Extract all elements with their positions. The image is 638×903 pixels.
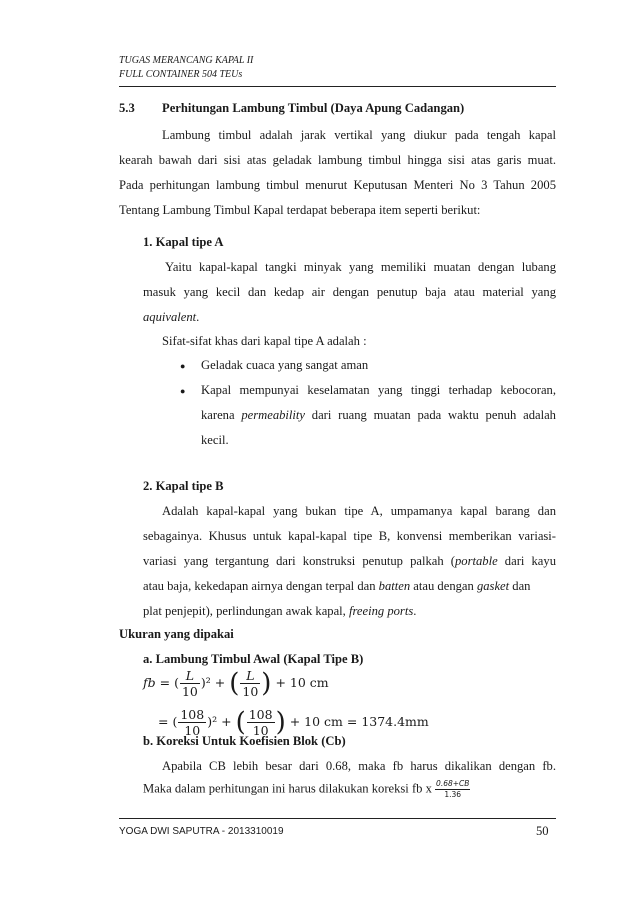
header-rule — [119, 86, 556, 87]
term-freeing-ports: freeing ports — [348, 604, 414, 618]
freeboard-calculation: = ( $\frac{108}{10}$ )² + ( $\frac{108}{10}$ ) + 10 cm = 1374.4mm — [158, 707, 429, 738]
type-a-traits-intro: Sifat-sifat khas dari kapal tipe A adalah : — [162, 334, 367, 348]
type-b-line: plat penjepit), perlindungan awak kapal, freeing ports. — [143, 604, 417, 618]
type-a-bullet: Geladak cuaca yang sangat aman — [201, 358, 369, 372]
type-b-line: atau baja, kekedapan airnya dengan terpal dan batten atau dengan gasket dan — [143, 579, 531, 593]
page-number: 50 — [536, 824, 549, 838]
term-batten: batten — [378, 579, 411, 593]
running-header-project: FULL CONTAINER 504 TEUs — [119, 69, 243, 80]
footer-rule — [119, 818, 556, 819]
fraction: $\frac{108}{10}$ — [248, 707, 273, 738]
term-portable: portable — [454, 554, 498, 568]
bullet-icon: ● — [180, 386, 186, 396]
section-title: Perhitungan Lambung Timbul (Daya Apung Cadangan) — [162, 101, 465, 115]
bullet-icon: ● — [180, 361, 186, 371]
type-a-bullet-cont: karena permeability dari ruang muatan pada waktu penuh adalah — [201, 408, 556, 422]
correction-fraction: $\frac{0.68+CB}{1.36}$ — [436, 779, 470, 799]
type-b-line: sebagainya. Khusus untuk kapal-kapal tipe B, konvensi memberikan variasi- — [143, 529, 556, 543]
fraction: $\frac{108}{10}$ — [180, 707, 205, 738]
type-b-heading: 2. Kapal tipe B — [143, 479, 224, 493]
term-aquivalent: aquivalent — [143, 310, 197, 324]
paragraph-line: Pada perhitungan lambung timbul menurut Keputusan Menteri No 3 Tahun 2005 — [119, 178, 556, 192]
type-a-line: Yaitu kapal-kapal tangki minyak yang memiliki muatan dengan lubang — [165, 260, 556, 274]
paragraph-line: Lambung timbul adalah jarak vertikal yang diukur pada tengah kapal — [162, 128, 556, 142]
block-coefficient-line: Maka dalam perhitungan ini harus dilakukan koreksi fb x $\frac{0.68+CB}{1.36}$ — [143, 779, 470, 799]
type-a-line: aquivalent. — [143, 310, 200, 324]
fraction: $\frac{L}{10}$ — [181, 668, 198, 699]
fraction: $\frac{L}{10}$ — [242, 668, 259, 699]
type-a-bullet-cont: kecil. — [201, 433, 229, 447]
block-coefficient-line: Apabila CB lebih besar dari 0.68, maka fb harus dikalikan dengan fb. — [162, 759, 556, 773]
paragraph-line: Tentang Lambung Timbul Kapal terdapat beberapa item seperti berikut: — [119, 203, 481, 217]
block-coefficient-heading: b. Koreksi Untuk Koefisien Blok (Cb) — [143, 734, 346, 748]
type-b-line: Adalah kapal-kapal yang bukan tipe A, umpamanya kapal barang dan — [162, 504, 556, 518]
term-permeability: permeability — [241, 408, 305, 422]
type-a-heading: 1. Kapal tipe A — [143, 235, 224, 249]
paragraph-line: kearah bawah dari sisi atas geladak lambung timbul hingga sisi atas garis muat. — [119, 153, 556, 167]
section-number: 5.3 — [119, 101, 135, 115]
footer-author: YOGA DWI SAPUTRA - 2013310019 — [119, 826, 284, 837]
type-b-line: variasi yang tergantung dari konstruksi penutup palkah (portable dari kayu — [143, 554, 556, 568]
running-header-course: TUGAS MERANCANG KAPAL II — [119, 55, 254, 66]
freeboard-formula: fb = ( $\frac{L}{10}$ )² + ( $\frac{L}{10}$ ) + 10 cm — [143, 668, 329, 699]
freeboard-heading: a. Lambung Timbul Awal (Kapal Tipe B) — [143, 652, 364, 666]
type-a-line: masuk yang kecil dan kedap air dengan penutup baja atau material yang — [143, 285, 556, 299]
term-gasket: gasket — [476, 579, 510, 593]
measure-title: Ukuran yang dipakai — [119, 627, 234, 641]
type-a-bullet: Kapal mempunyai keselamatan yang tinggi terhadap kebocoran, — [201, 383, 556, 397]
